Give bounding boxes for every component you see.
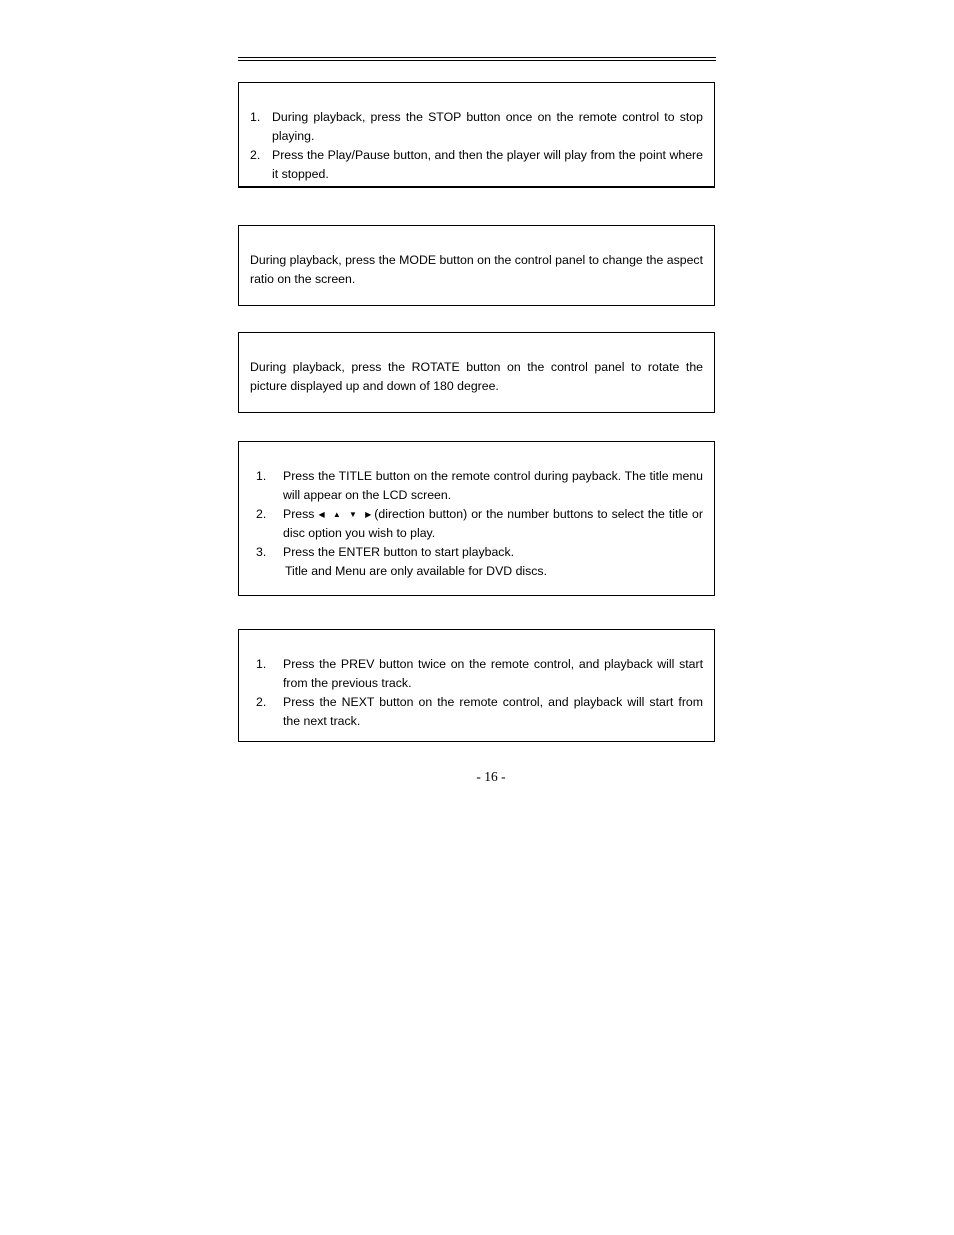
list-item <box>239 505 703 543</box>
note-text: Title and Menu are only available for DVD discs. <box>285 564 547 578</box>
skip-steps-list <box>239 655 703 731</box>
direction-arrows-icon: ◀ ▲ ▼ ▶ <box>318 510 375 519</box>
aspect-ratio-text: During playback, press the MODE button on the control panel to change the aspect ratio on the screen. <box>250 253 703 286</box>
header-double-rule <box>238 57 716 61</box>
step-text: Press the NEXT button on the remote control, and playback will start from the next track. <box>283 695 703 728</box>
step-text: Press the ENTER button to start playback. <box>283 545 515 559</box>
step-number: 2. <box>256 507 267 521</box>
list-item <box>239 467 703 505</box>
step-number: 2. <box>256 695 267 709</box>
resume-playback-box <box>238 82 715 188</box>
list-item <box>239 693 703 731</box>
step-number: 1. <box>250 110 261 124</box>
list-item <box>239 108 703 146</box>
step-number: 1. <box>256 469 267 483</box>
list-item <box>239 655 703 693</box>
resume-steps-list <box>239 108 703 184</box>
title-steps-list <box>239 467 703 581</box>
step-text: Press the Play/Pause button, and then the player will play from the point where it stopped. <box>272 148 703 181</box>
step-prefix: Press <box>283 507 315 521</box>
step-number: 1. <box>256 657 267 671</box>
title-menu-box <box>238 441 715 596</box>
rotate-box <box>238 332 715 413</box>
step-text: During playback, press the STOP button once on the remote control to stop playing. <box>272 110 703 143</box>
step-text: Press the PREV button twice on the remote control, and playback will start from the previous track. <box>283 657 703 690</box>
track-skip-box <box>238 629 715 742</box>
step-number: 3. <box>256 545 267 559</box>
title-note <box>239 562 703 581</box>
page-number: - 16 - <box>476 769 506 784</box>
aspect-ratio-box <box>238 225 715 306</box>
step-text: Press the TITLE button on the remote control during payback. The title menu will appear on the LCD screen. <box>283 469 703 502</box>
rotate-text: During playback, press the ROTATE button on the control panel to rotate the picture displayed up and down of 180 degree. <box>250 360 703 393</box>
step-text: (direction button) or the number buttons to select the title or disc option you wish to play. <box>283 507 703 540</box>
list-item <box>239 543 703 562</box>
list-item <box>239 146 703 184</box>
step-number: 2. <box>250 148 261 162</box>
